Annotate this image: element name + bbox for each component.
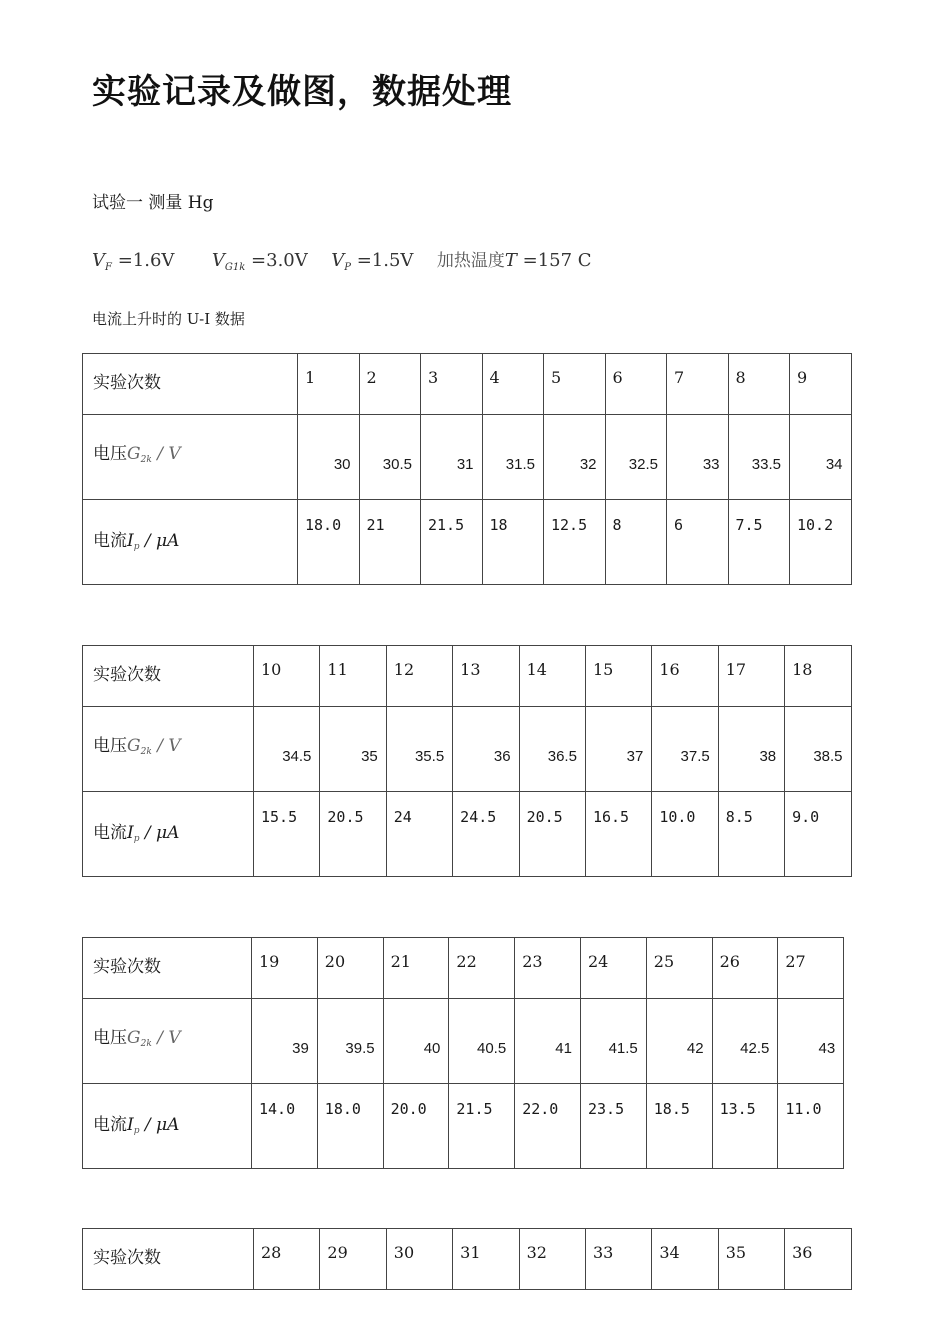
- count-cell: 28: [254, 1229, 320, 1290]
- count-row-label: 实验次数: [83, 1229, 254, 1290]
- count-cell: 8: [728, 354, 790, 415]
- current-cell: 23.5: [580, 1084, 646, 1169]
- voltage-cell: 40.5: [449, 999, 515, 1084]
- count-cell: 36: [785, 1229, 851, 1290]
- experiment-parameters: [92, 246, 592, 273]
- voltage-cell: 31.5: [482, 415, 544, 500]
- current-cell: 20.5: [519, 792, 585, 877]
- vg-subscript: G1k: [224, 262, 246, 273]
- voltage-cell: 34.5: [254, 707, 320, 792]
- current-row-label: [83, 792, 254, 877]
- voltage-label-symbol: G: [127, 444, 141, 464]
- voltage-label-unit: / V: [157, 444, 181, 464]
- current-cell: 18.5: [646, 1084, 712, 1169]
- current-cell: 6: [667, 500, 729, 585]
- count-cell: 9: [790, 354, 852, 415]
- current-cell: 8: [605, 500, 667, 585]
- current-label-symbol: I: [127, 1115, 134, 1135]
- voltage-row: [83, 415, 852, 500]
- current-cell: 9.0: [785, 792, 851, 877]
- count-cell: 25: [646, 938, 712, 999]
- current-label-subscript: p: [133, 1126, 140, 1136]
- count-cell: 20: [317, 938, 383, 999]
- count-cell: 17: [718, 646, 784, 707]
- voltage-cell: 37: [585, 707, 651, 792]
- voltage-label-subscript: 2k: [140, 1039, 152, 1049]
- voltage-cell: 30.5: [359, 415, 421, 500]
- voltage-cell: 32.5: [605, 415, 667, 500]
- count-cell: 34: [652, 1229, 718, 1290]
- count-cell: 14: [519, 646, 585, 707]
- voltage-label-symbol: G: [127, 1028, 141, 1048]
- count-row-label: 实验次数: [83, 354, 298, 415]
- voltage-label-subscript: 2k: [140, 747, 152, 757]
- current-cell: 7.5: [728, 500, 790, 585]
- current-row-label: [83, 500, 298, 585]
- current-label-text: 电流: [93, 1115, 127, 1135]
- voltage-cell: 30: [298, 415, 360, 500]
- current-cell: 20.5: [320, 792, 386, 877]
- vg-symbol: V: [211, 250, 225, 271]
- current-row: [83, 792, 852, 877]
- voltage-cell: 40: [383, 999, 449, 1084]
- count-cell: 13: [453, 646, 519, 707]
- voltage-cell: 35.5: [386, 707, 452, 792]
- count-cell: 24: [580, 938, 646, 999]
- current-cell: 24: [386, 792, 452, 877]
- voltage-row-label: [83, 707, 254, 792]
- current-cell: 21.5: [449, 1084, 515, 1169]
- data-table-4: [82, 1228, 852, 1290]
- voltage-cell: 32: [544, 415, 606, 500]
- voltage-cell: 39.5: [317, 999, 383, 1084]
- count-cell: 33: [585, 1229, 651, 1290]
- count-cell: 5: [544, 354, 606, 415]
- current-label-text: 电流: [93, 823, 127, 843]
- count-cell: 23: [515, 938, 581, 999]
- count-cell: 32: [519, 1229, 585, 1290]
- count-cell: 3: [421, 354, 483, 415]
- current-cell: 21: [359, 500, 421, 585]
- voltage-cell: 41.5: [580, 999, 646, 1084]
- voltage-cell: 33.5: [728, 415, 790, 500]
- current-label-unit: / μA: [144, 1115, 180, 1135]
- vp-symbol: V: [331, 250, 345, 271]
- count-cell: 16: [652, 646, 718, 707]
- count-cell: 31: [453, 1229, 519, 1290]
- voltage-label-text: 电压: [93, 736, 127, 756]
- count-row: [83, 354, 852, 415]
- temperature-symbol: T: [504, 250, 517, 271]
- current-label-symbol: I: [127, 531, 134, 551]
- voltage-label-unit: / V: [157, 1028, 181, 1048]
- vg-value: =3.0V: [251, 250, 308, 271]
- count-cell: 18: [785, 646, 851, 707]
- count-cell: 35: [718, 1229, 784, 1290]
- count-row-label: 实验次数: [83, 938, 252, 999]
- count-cell: 10: [254, 646, 320, 707]
- current-cell: 13.5: [712, 1084, 778, 1169]
- count-row: [83, 646, 852, 707]
- voltage-label-symbol: G: [127, 736, 141, 756]
- voltage-cell: 34: [790, 415, 852, 500]
- data-table-3: [82, 937, 844, 1169]
- vf-symbol: V: [92, 250, 105, 271]
- voltage-cell: 43: [778, 999, 844, 1084]
- current-cell: 20.0: [383, 1084, 449, 1169]
- vf-subscript: F: [105, 262, 112, 273]
- voltage-cell: 33: [667, 415, 729, 500]
- data-table-2: [82, 645, 852, 877]
- current-label-unit: / μA: [144, 823, 180, 843]
- voltage-cell: 36.5: [519, 707, 585, 792]
- current-label-unit: / μA: [144, 531, 180, 551]
- voltage-cell: 35: [320, 707, 386, 792]
- current-label-subscript: p: [133, 834, 140, 844]
- voltage-label-text: 电压: [93, 1028, 127, 1048]
- vf-value: =1.6V: [117, 250, 175, 271]
- count-cell: 27: [778, 938, 844, 999]
- temperature-value: =157 C: [522, 250, 592, 271]
- current-label-symbol: I: [127, 823, 134, 843]
- current-cell: 10.2: [790, 500, 852, 585]
- count-cell: 19: [252, 938, 318, 999]
- current-label-text: 电流: [93, 531, 127, 551]
- voltage-cell: 36: [453, 707, 519, 792]
- voltage-cell: 39: [252, 999, 318, 1084]
- count-row-label: 实验次数: [83, 646, 254, 707]
- voltage-label-unit: / V: [157, 736, 181, 756]
- voltage-cell: 41: [515, 999, 581, 1084]
- count-cell: 21: [383, 938, 449, 999]
- current-row: [83, 1084, 844, 1169]
- current-cell: 15.5: [254, 792, 320, 877]
- page-title: 实验记录及做图，数据处理: [92, 72, 512, 112]
- count-cell: 4: [482, 354, 544, 415]
- current-row: [83, 500, 852, 585]
- experiment-subtitle: 试验一 测量 Hg: [92, 193, 214, 213]
- voltage-cell: 42.5: [712, 999, 778, 1084]
- voltage-cell: 31: [421, 415, 483, 500]
- voltage-row: [83, 999, 844, 1084]
- count-cell: 6: [605, 354, 667, 415]
- vp-subscript: P: [344, 262, 351, 273]
- current-cell: 14.0: [252, 1084, 318, 1169]
- current-cell: 18.0: [317, 1084, 383, 1169]
- voltage-row-label: [83, 415, 298, 500]
- voltage-row-label: [83, 999, 252, 1084]
- count-cell: 7: [667, 354, 729, 415]
- temperature-label: 加热温度: [436, 251, 505, 271]
- count-cell: 12: [386, 646, 452, 707]
- current-cell: 18.0: [298, 500, 360, 585]
- current-cell: 8.5: [718, 792, 784, 877]
- voltage-cell: 37.5: [652, 707, 718, 792]
- count-row: [83, 938, 844, 999]
- current-cell: 11.0: [778, 1084, 844, 1169]
- current-cell: 12.5: [544, 500, 606, 585]
- voltage-cell: 38.5: [785, 707, 851, 792]
- count-cell: 29: [320, 1229, 386, 1290]
- vp-value: =1.5V: [356, 250, 414, 271]
- current-cell: 10.0: [652, 792, 718, 877]
- current-label-subscript: p: [133, 542, 140, 552]
- voltage-label-subscript: 2k: [140, 455, 152, 465]
- data-table-1: [82, 353, 852, 585]
- current-cell: 18: [482, 500, 544, 585]
- count-cell: 26: [712, 938, 778, 999]
- current-cell: 24.5: [453, 792, 519, 877]
- voltage-row: [83, 707, 852, 792]
- voltage-cell: 42: [646, 999, 712, 1084]
- count-cell: 30: [386, 1229, 452, 1290]
- count-cell: 15: [585, 646, 651, 707]
- current-cell: 21.5: [421, 500, 483, 585]
- count-cell: 2: [359, 354, 421, 415]
- count-cell: 1: [298, 354, 360, 415]
- voltage-label-text: 电压: [93, 444, 127, 464]
- table-caption: 电流上升时的 U-I 数据: [92, 310, 245, 328]
- voltage-cell: 38: [718, 707, 784, 792]
- current-cell: 16.5: [585, 792, 651, 877]
- count-cell: 22: [449, 938, 515, 999]
- current-row-label: [83, 1084, 252, 1169]
- current-cell: 22.0: [515, 1084, 581, 1169]
- count-row: [83, 1229, 852, 1290]
- count-cell: 11: [320, 646, 386, 707]
